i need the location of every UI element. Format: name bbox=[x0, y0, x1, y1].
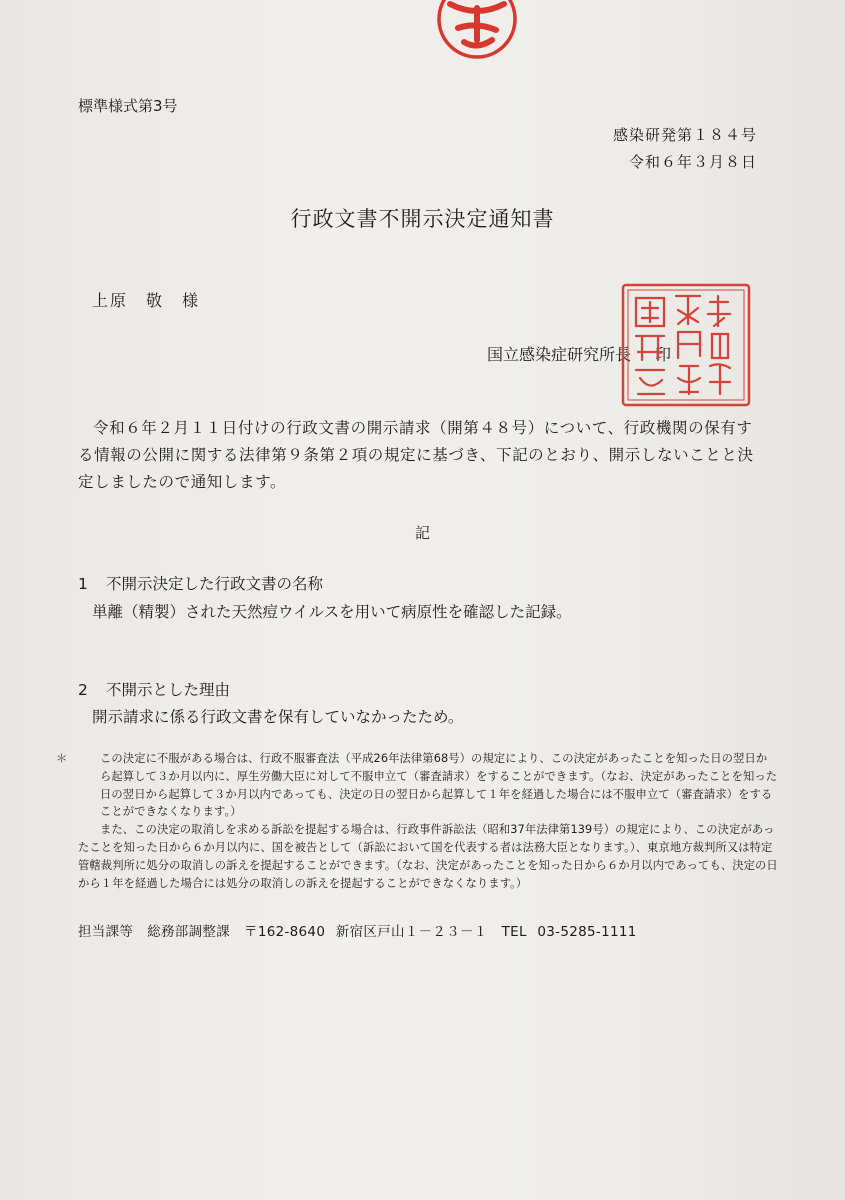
section-1-number: 1 bbox=[78, 575, 88, 593]
section-2-number: 2 bbox=[78, 681, 88, 699]
ki-heading: 記 bbox=[414, 524, 430, 542]
addressee: 上原 敬 様 bbox=[92, 291, 201, 310]
official-seal-stamp bbox=[620, 282, 752, 408]
section-1-heading bbox=[78, 572, 323, 594]
form-number: 標準様式第3号 bbox=[78, 97, 178, 115]
contact-line bbox=[78, 920, 651, 940]
section-2-heading bbox=[78, 678, 230, 700]
section-2-content: 開示請求に係る行政文書を保有していなかったため。 bbox=[92, 708, 464, 726]
note-paragraph-1-text: この決定に不服がある場合は、行政不服審査法（平成26年法律第68号）の規定により、この決定があったことを知った日の翌日から起算して３か月以内に、厚生労働大臣に対して不服申立て（審査請求）をすることができます。（なお、決定があったことを知った日の翌日から起算して３か月以内であっても、決定の日の翌日から起算して１年を経過した場合には不服申立て（審査請求）をすることができなくなります。） bbox=[100, 752, 778, 819]
section-1-title: 不開示決定した行政文書の名称 bbox=[106, 575, 324, 593]
contact-department: 総務部調整課 bbox=[147, 924, 231, 940]
contact-phone: TEL 03-5285-1111 bbox=[501, 924, 637, 940]
contact-label: 担当課等 bbox=[78, 924, 134, 940]
note-marker: ＊ bbox=[56, 752, 68, 765]
body-paragraph: 令和６年２月１１日付けの行政文書の開示請求（開第４８号）について、行政機関の保有する情報の公開に関する法律第９条第２項の規定に基づき、下記のとおり、開示しないことと決定しましたので通知します。 bbox=[78, 419, 754, 491]
contact-address: 〒162-8640 新宿区戸山１－２３－１ bbox=[244, 924, 488, 940]
document-number: 感染研発第１８４号 bbox=[612, 126, 757, 144]
sender-name: 国立感染症研究所長 bbox=[487, 345, 632, 364]
notes-block bbox=[56, 750, 778, 892]
document-title: 行政文書不開示決定通知書 bbox=[290, 207, 555, 231]
section-2-title: 不開示とした理由 bbox=[106, 681, 231, 699]
section-1-content: 単離（精製）された天然痘ウイルスを用いて病原性を確認した記録。 bbox=[92, 603, 572, 621]
note-paragraph-1 bbox=[56, 750, 778, 821]
top-seal-stamp bbox=[436, 0, 518, 60]
note-paragraph-2: また、この決定の取消しを求める訴訟を提起する場合は、行政事件訴訟法（昭和37年法律第139号）の規定により、この決定があったことを知った日から６か月以内に、国を被告として（訴訟において国を代表する者は法務大臣となります。）、東京地方裁判所又は特定管轄裁判所に処分の取消しの訴えを提起することができます。（なお、決定があったことを知った日から６か月以内であっても、決定の日から１年を経過した場合には処分の取消しの訴えを提起することができなくなります。） bbox=[78, 823, 778, 890]
document-date: 令和６年３月８日 bbox=[628, 153, 757, 171]
seal-label: 印 bbox=[655, 345, 672, 364]
